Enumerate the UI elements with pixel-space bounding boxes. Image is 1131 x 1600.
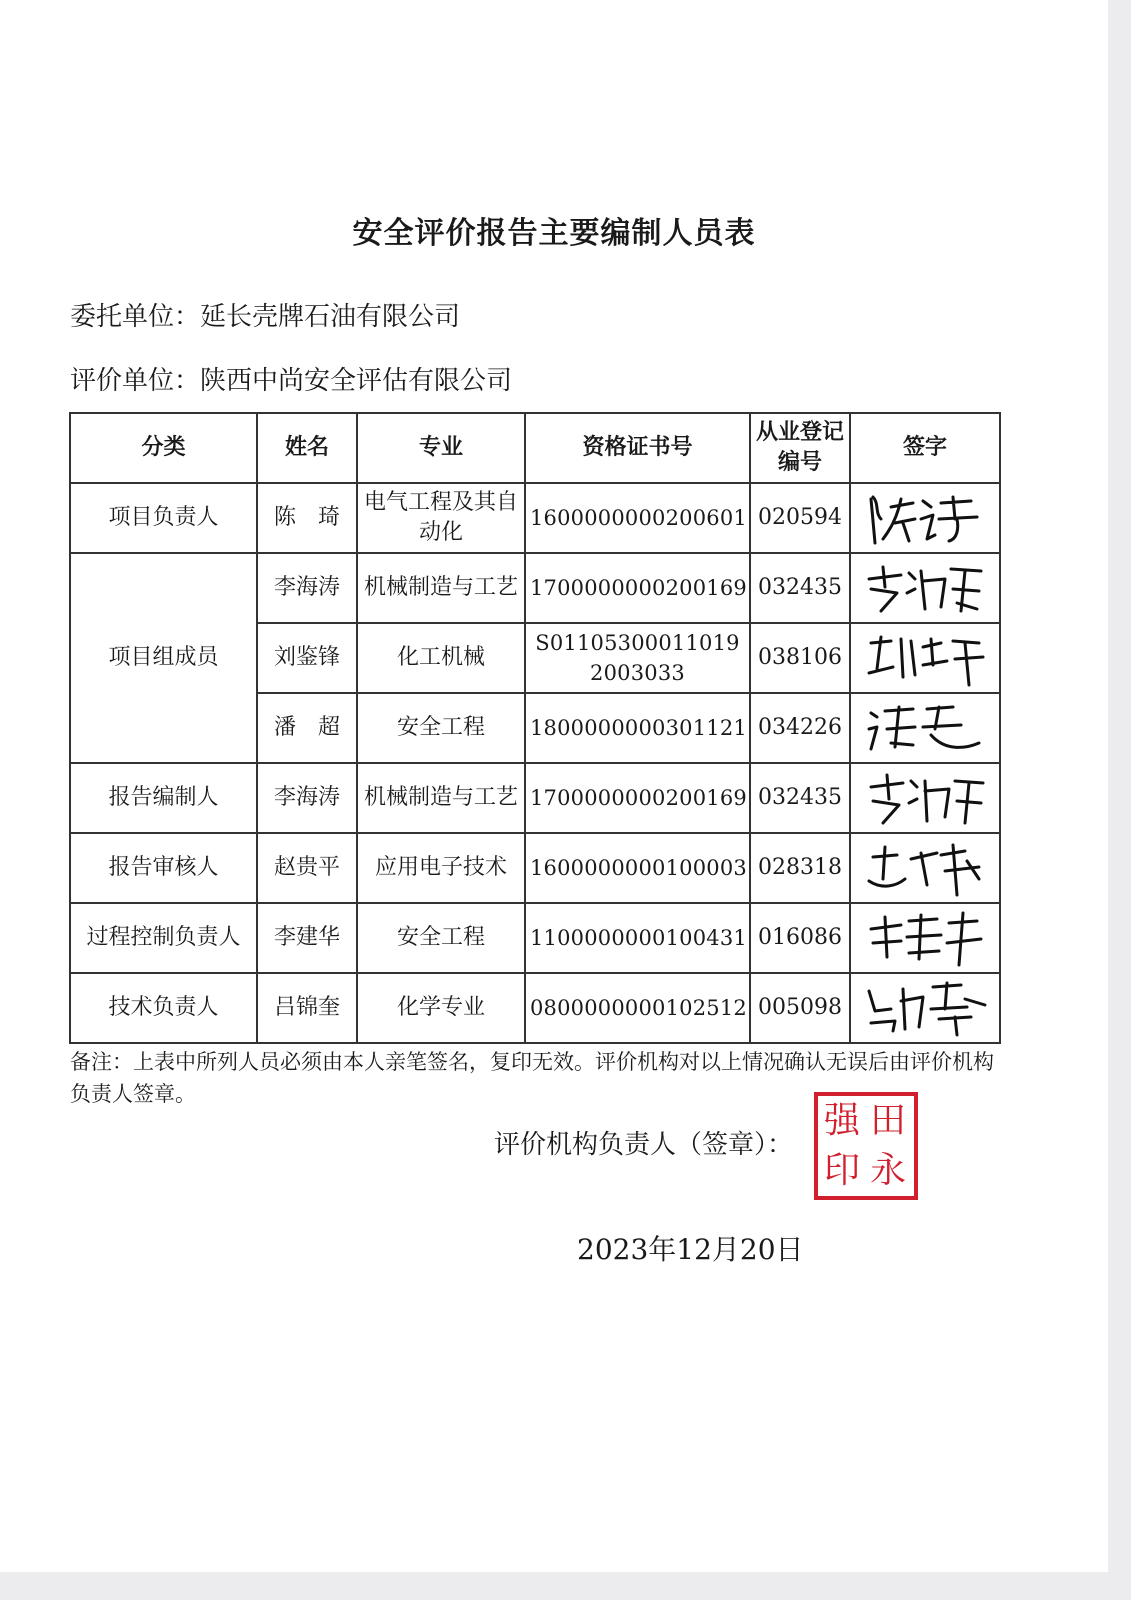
row-reg: 005098 xyxy=(750,973,850,1043)
row-major: 机械制造与工艺 xyxy=(357,553,525,623)
scan-edge-right xyxy=(1108,0,1131,1600)
handwritten-signature xyxy=(861,979,989,1037)
row-signature xyxy=(850,623,1000,693)
row-category: 技术负责人 xyxy=(70,973,257,1043)
row-reg: 028318 xyxy=(750,833,850,903)
row-name: 李建华 xyxy=(257,903,357,973)
header-category: 分类 xyxy=(70,413,257,483)
svg-text:印: 印 xyxy=(824,1150,861,1191)
row-signature xyxy=(850,693,1000,763)
handwritten-signature xyxy=(861,489,989,547)
row-major: 安全工程 xyxy=(357,693,525,763)
handwritten-signature xyxy=(861,909,989,967)
header-reg: 从业登记编号 xyxy=(750,413,850,483)
svg-text:强: 强 xyxy=(824,1100,861,1141)
row-category: 过程控制负责人 xyxy=(70,903,257,973)
row-name: 潘 超 xyxy=(257,693,357,763)
svg-text:田: 田 xyxy=(870,1100,907,1141)
table-row xyxy=(70,973,1000,1043)
svg-text:永: 永 xyxy=(870,1150,907,1191)
row-category: 项目组成员 xyxy=(70,553,257,763)
header-name: 姓名 xyxy=(257,413,357,483)
row-reg: 032435 xyxy=(750,763,850,833)
table-row xyxy=(70,553,1000,623)
row-cert: 0800000000102512 xyxy=(525,973,750,1043)
row-name: 陈 琦 xyxy=(257,483,357,553)
row-signature xyxy=(850,483,1000,553)
red-seal-stamp xyxy=(812,1090,920,1202)
row-major: 机械制造与工艺 xyxy=(357,763,525,833)
row-name: 刘鉴锋 xyxy=(257,623,357,693)
header-signature: 签字 xyxy=(850,413,1000,483)
row-cert: 1600000000100003 xyxy=(525,833,750,903)
row-reg: 016086 xyxy=(750,903,850,973)
row-reg: 038106 xyxy=(750,623,850,693)
row-cert: 1700000000200169 xyxy=(525,553,750,623)
staff-table xyxy=(69,412,1001,1044)
row-signature xyxy=(850,903,1000,973)
row-cert: 1100000000100431 xyxy=(525,903,750,973)
handwritten-signature xyxy=(861,769,989,827)
table-row xyxy=(70,483,1000,553)
row-cert: 1800000000301121 xyxy=(525,693,750,763)
handwritten-signature xyxy=(861,699,989,757)
document-date: 2023年12月20日 xyxy=(577,1233,804,1266)
row-cert: 1700000000200169 xyxy=(525,763,750,833)
table-header-row xyxy=(70,413,1000,483)
scan-edge-bottom xyxy=(0,1572,1131,1600)
client-unit: 委托单位：延长壳牌石油有限公司 xyxy=(70,302,461,332)
row-reg: 020594 xyxy=(750,483,850,553)
handwritten-signature xyxy=(861,629,989,687)
row-signature xyxy=(850,763,1000,833)
row-name: 李海涛 xyxy=(257,553,357,623)
row-major: 安全工程 xyxy=(357,903,525,973)
institution-head-label: 评价机构负责人（签章）： xyxy=(494,1130,794,1160)
row-major: 化学专业 xyxy=(357,973,525,1043)
row-name: 李海涛 xyxy=(257,763,357,833)
handwritten-signature xyxy=(861,839,989,897)
header-cert: 资格证书号 xyxy=(525,413,750,483)
row-signature xyxy=(850,833,1000,903)
row-name: 吕锦奎 xyxy=(257,973,357,1043)
table-row xyxy=(70,763,1000,833)
table-row xyxy=(70,903,1000,973)
row-category: 报告编制人 xyxy=(70,763,257,833)
row-major: 化工机械 xyxy=(357,623,525,693)
header-major: 专业 xyxy=(357,413,525,483)
table-row xyxy=(70,833,1000,903)
row-category: 项目负责人 xyxy=(70,483,257,553)
row-major: 电气工程及其自动化 xyxy=(357,483,525,553)
row-cert: S011053000110192003033 xyxy=(525,623,750,693)
document-title: 安全评价报告主要编制人员表 xyxy=(352,216,756,251)
row-reg: 032435 xyxy=(750,553,850,623)
row-category: 报告审核人 xyxy=(70,833,257,903)
row-name: 赵贵平 xyxy=(257,833,357,903)
row-reg: 034226 xyxy=(750,693,850,763)
evaluator-unit: 评价单位：陕西中尚安全评估有限公司 xyxy=(70,366,513,396)
row-signature xyxy=(850,973,1000,1043)
remark-note: 备注：上表中所列人员必须由本人亲笔签名，复印无效。评价机构对以上情况确认无误后由评价机构负责人签章。 xyxy=(70,1050,994,1106)
row-signature xyxy=(850,553,1000,623)
row-major: 应用电子技术 xyxy=(357,833,525,903)
row-cert: 1600000000200601 xyxy=(525,483,750,553)
handwritten-signature xyxy=(861,559,989,617)
